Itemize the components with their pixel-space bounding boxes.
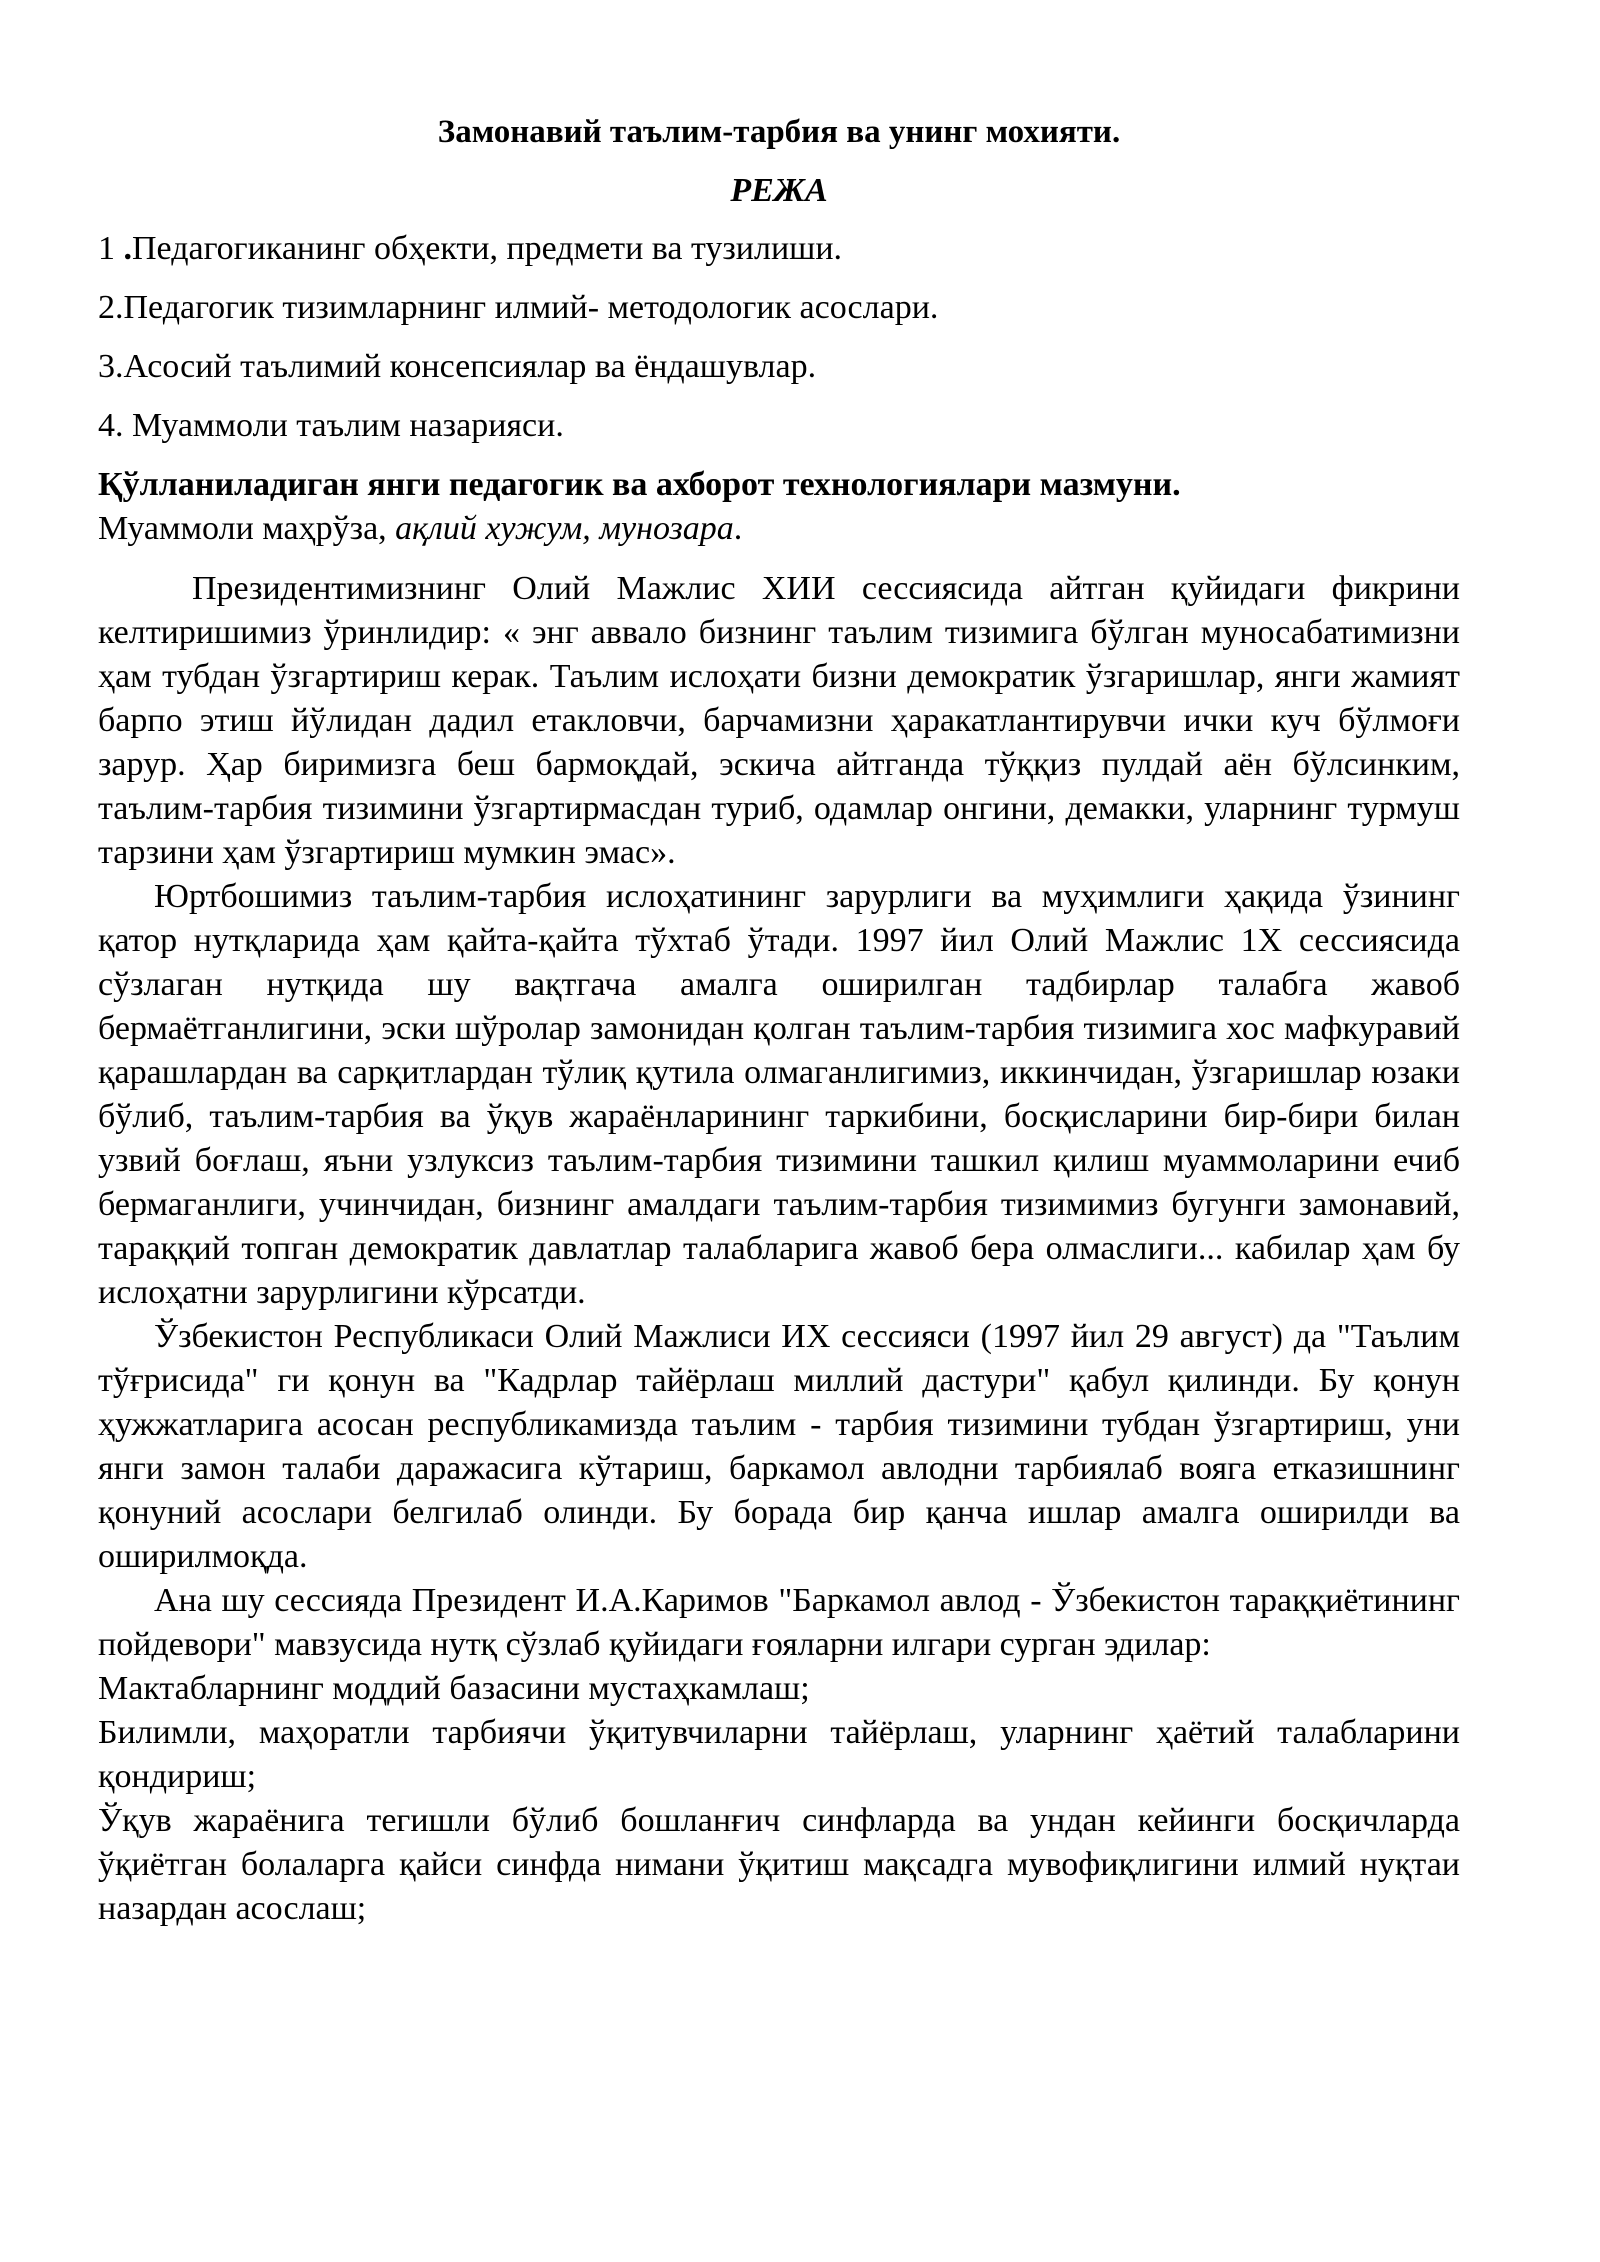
technologies-block [98, 463, 1460, 551]
plan-heading: РЕЖА [730, 172, 828, 209]
body-paragraph-2: Юртбошимиз таълим-тарбия ислоҳатининг зарурлиги ва муҳимлиги ҳақида ўзининг қатор нутқларида ҳам қайта-қайта тўхтаб ўтади. 1997 йил Олий Мажлис 1Х сессиясида сўзлаган нутқида шу вақтгача амалга оширилган тадбирлар талабга жавоб бермаётганлигини, эски шўролар замонидан қолган таълим-тарбия тизимига хос мафкуравий қарашлардан ва сарқитлардан тўлиқ қутила олмаганлигимиз, иккинчидан, ўзгаришлар юзаки бўлиб, таълим-тарбия ва ўқув жараёнларининг таркибини, босқисларини бир-бири билан узвий боғлаш, яъни узлуксиз таълим-тарбия тизимини ташкил қилиш муаммоларини ечиб бермаганлиги, учинчидан, бизнинг амалдаги таълим-тарбия тизимимиз бугунги замонавий, тараққий топган демократик давлатлар талабларига жавоб бера олмаслиги... кабилар ҳам бу ислоҳатни зарурлигини кўрсатди. [98, 878, 1460, 1311]
body-paragraph-3: Ўзбекистон Республикаси Олий Мажлиси ИХ сессияси (1997 йил 29 август) да "Таълим тўғрисида" ги қонун ва "Кадрлар тайёрлаш миллий дастури" қабул қилинди. Бу қонун ҳужжатларига асосан республикамизда таълим - тарбия тизимини тубдан ўзгартириш, уни янги замон талаби даражасига кўтариш, баркамол авлодни тарбиялаб вояга етказишнинг қонуний асослари белгилаб олинди. Бу борада бир қанча ишлар амалга оширилди ва оширилмоқда. [98, 1318, 1460, 1575]
body-paragraph-1: Президентимизнинг Олий Мажлис ХИИ сессиясида айтган қуйидаги фикрини келтиришимиз ўринлидир: « энг аввало бизнинг таълим тизимига бўлган муносабатимизни ҳам тубдан ўзгартириш керак. Таълим ислоҳати бизни демократик ўзгаришлар, янги жамият барпо этиш йўлидан дадил етакловчи, барчамизни ҳаракатлантирувчи ички куч бўлмоғи зарур. Ҳар биримизга беш бармоқдай, эскича айтганда тўққиз пулдай аён бўлсинким, таълим-тарбия тизимини ўзгартирмасдан туриб, одамлар онгини, демакки, уларнинг турмуш тарзини ҳам ўзгартириш мумкин эмас». [98, 570, 1460, 871]
methods-plain: Муаммоли маҳрўза, [98, 510, 396, 547]
plan-number: 2. [98, 289, 124, 326]
plan-number: 1 [98, 230, 124, 267]
technologies-heading: Қўлланиладиган янги педагогик ва ахборот технологиялари мазмуни. [98, 466, 1181, 503]
plan-item-3 [98, 345, 1460, 389]
plan-number: 3. [98, 348, 124, 385]
plan-item-2 [98, 286, 1460, 330]
method-brainstorm: ақлий хужум, [395, 510, 591, 547]
plan-item-1 [98, 227, 1460, 271]
methods-end: . [733, 510, 743, 547]
method-debate: мунозара [590, 510, 734, 547]
body-paragraph-4: Ана шу сессияда Президент И.А.Каримов "Баркамол авлод - Ўзбекистон тараққиётининг пойдевори" мавзусида нутқ сўзлаб қуйидаги ғояларни илгари сурган эдилар: [98, 1582, 1460, 1663]
idea-item-3: Ўқув жараёнига тегишли бўлиб бошланғич синфларда ва ундан кейинги босқичларда ўқиётган болаларга қайси синфда нимани ўқитиш мақсадга мувофиқлигини илмий нуқтаи назардан асослаш; [98, 1802, 1460, 1927]
idea-item-2: Билимли, маҳоратли тарбиячи ўқитувчиларни тайёрлаш, уларнинг ҳаётий талабларини қондириш; [98, 1714, 1460, 1795]
plan-item-4 [98, 404, 1460, 448]
plan-text: Педагогик тизимларнинг илмий- методологик асослари. [123, 289, 939, 326]
plan-text: Муаммоли таълим назарияси. [132, 407, 564, 444]
plan-number: 4. [98, 407, 132, 444]
document-title: Замонавий таълим-тарбия ва унинг мохияти. [437, 114, 1121, 150]
plan-text: Педагогиканинг обҳекти, предмети ва тузилиши. [132, 230, 843, 267]
plan-separator: . [123, 230, 132, 267]
idea-item-1: Мактабларнинг моддий базасини мустаҳкамлаш; [98, 1670, 810, 1707]
plan-text: Асосий таълимий консепсиялар ва ёндашувлар. [123, 348, 817, 385]
